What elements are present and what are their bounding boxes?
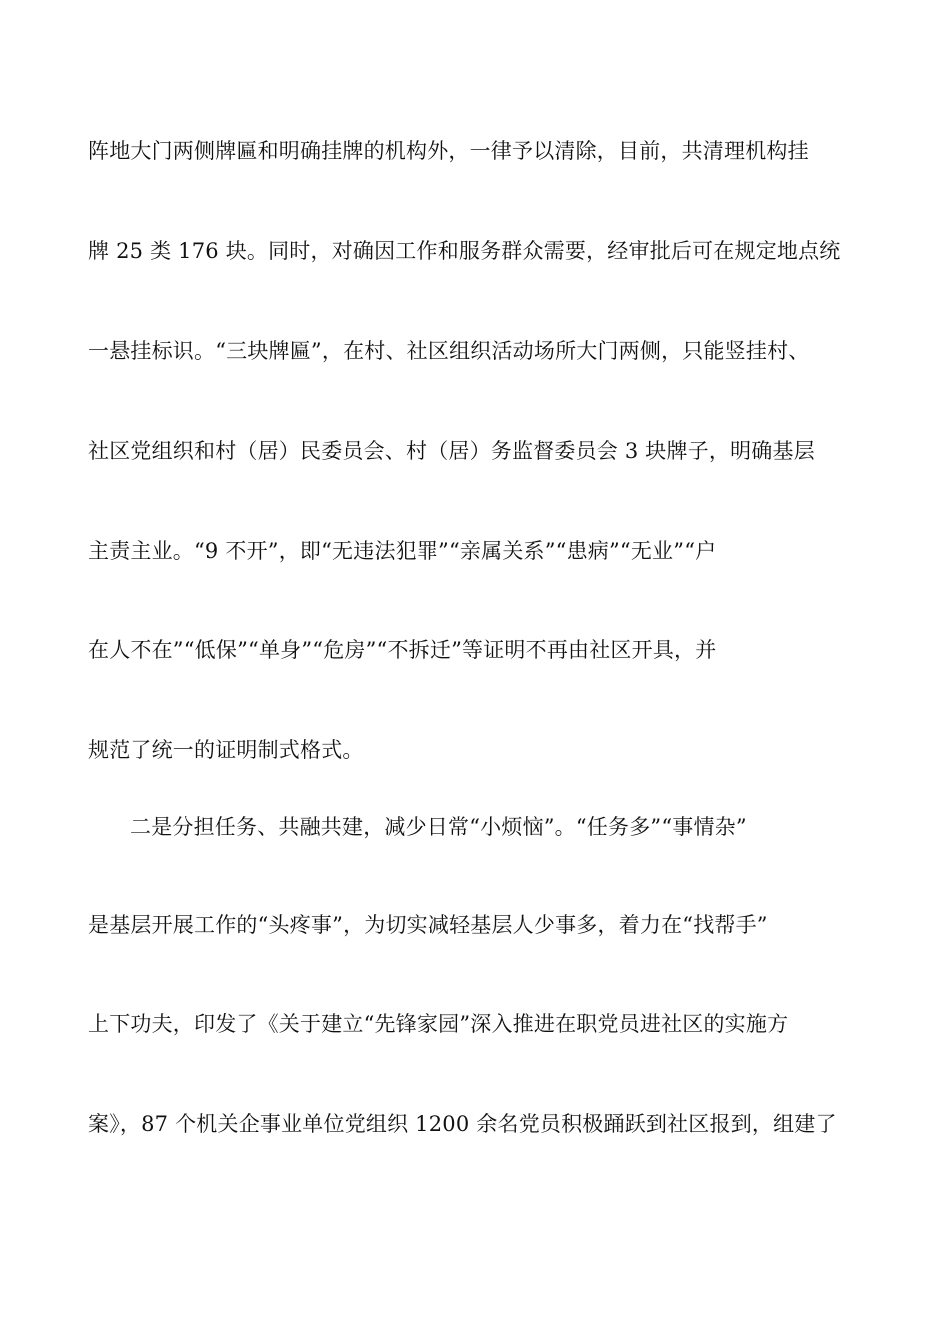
text-line: 牌 25 类 176 块。同时，对确因工作和服务群众需要，经审批后可在规定地点统 (88, 239, 841, 263)
text-line: 在人不在”“低保”“单身”“危房”“不拆迁”等证明不再由社区开具，并 (88, 638, 717, 662)
text-line: 社区党组织和村（居）民委员会、村（居）务监督委员会 3 块牌子，明确基层 (88, 439, 815, 463)
text-line: 主责主业。“9 不开”，即“无违法犯罪”“亲属关系”“患病”“无业”“户 (88, 539, 717, 563)
text-line: 规范了统一的证明制式格式。 (88, 738, 364, 762)
paragraph-first-line: 二是分担任务、共融共建，减少日常“小烦恼”。“任务多”“事情杂” (130, 815, 747, 839)
text-line: 上下功夫，印发了《关于建立“先锋家园”深入推进在职党员进社区的实施方 (88, 1012, 789, 1036)
text-line: 一悬挂标识。“三块牌匾”，在村、社区组织活动场所大门两侧，只能竖挂村、 (88, 339, 810, 363)
text-line: 阵地大门两侧牌匾和明确挂牌的机构外，一律予以清除，目前，共清理机构挂 (88, 139, 809, 163)
text-line: 案》，87 个机关企事业单位党组织 1200 余名党员积极踊跃到社区报到，组建了 (88, 1112, 837, 1136)
text-line: 是基层开展工作的“头疼事”，为切实减轻基层人少事多，着力在“找帮手” (88, 913, 768, 937)
